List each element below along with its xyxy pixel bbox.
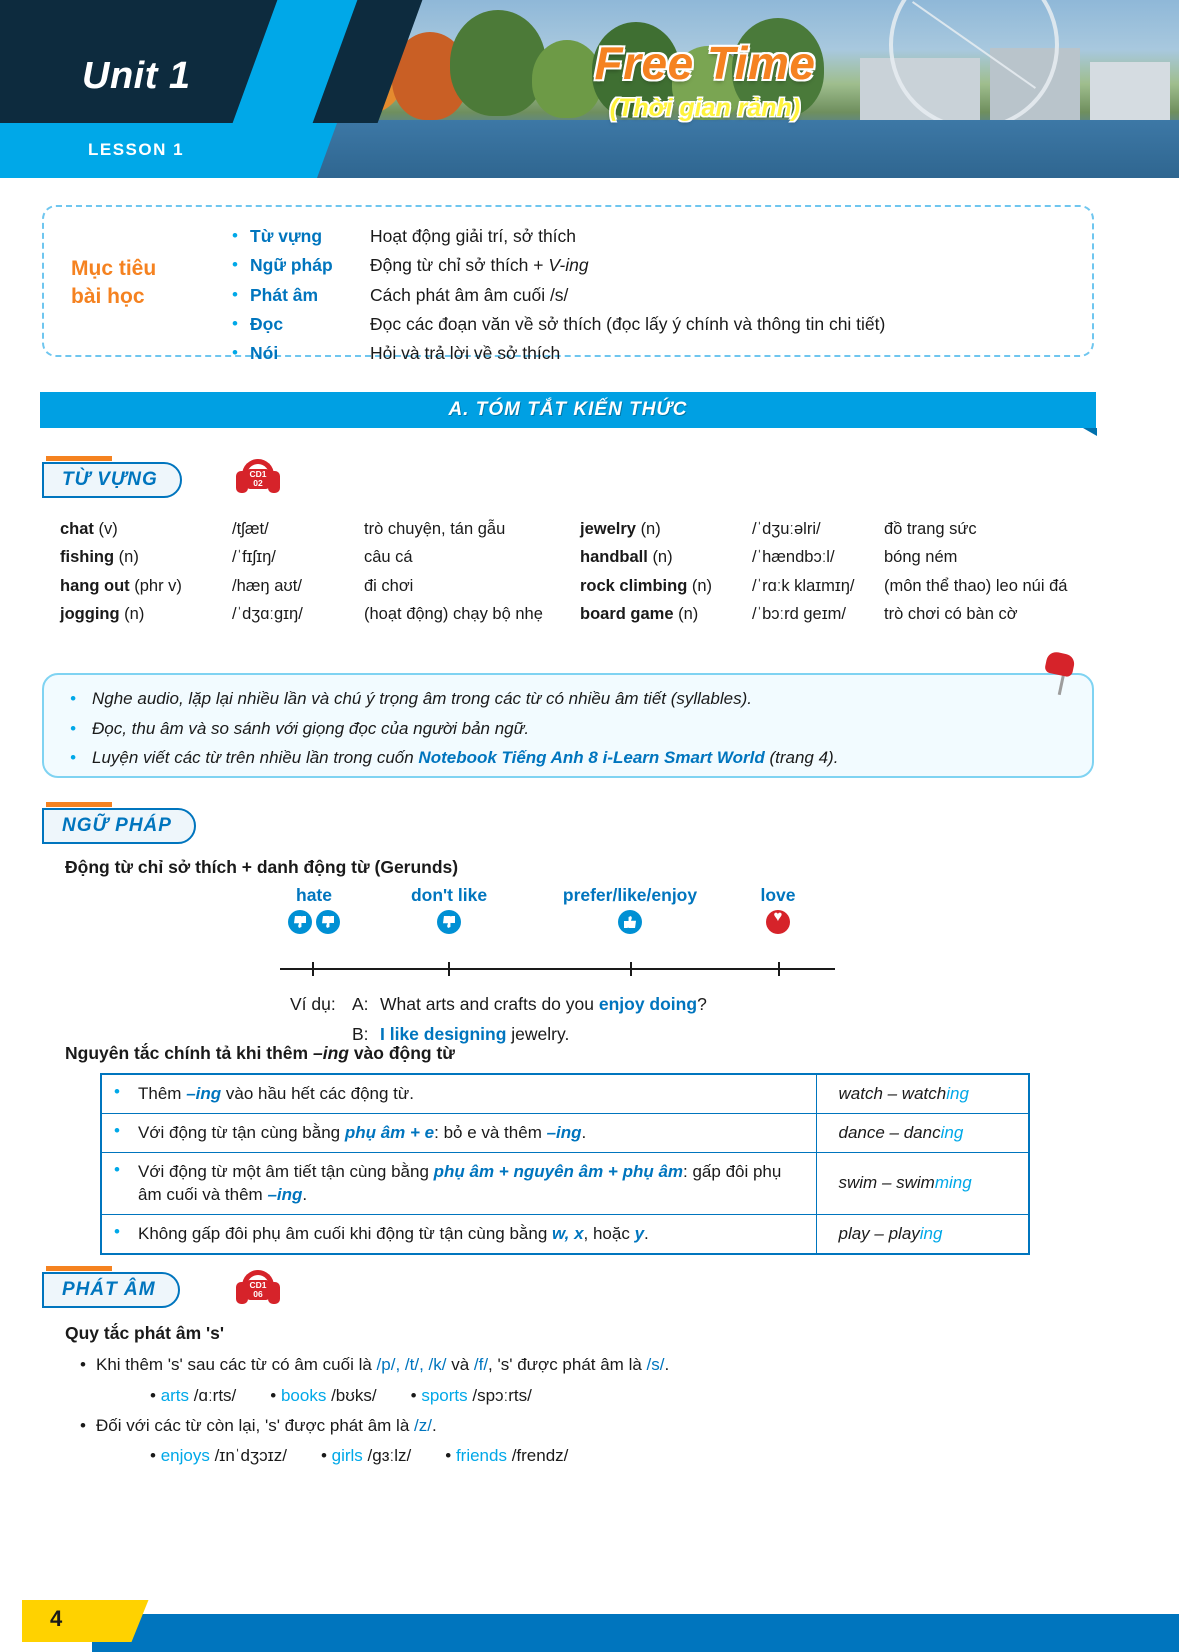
bullet-icon: •	[232, 284, 238, 304]
vocab-ipa: /ˈrɑːk klaɪmɪŋ/	[752, 576, 855, 595]
photo-tree	[450, 10, 546, 116]
scale-icons	[260, 910, 368, 934]
thumb-up-icon	[618, 910, 642, 934]
vocabulary-column-right	[580, 518, 1100, 631]
rule-cell	[101, 1215, 816, 1254]
scale-item-hate	[260, 885, 368, 934]
tips-box	[42, 673, 1094, 778]
vocabulary-row	[580, 575, 1100, 597]
bullet-icon: •	[232, 255, 238, 275]
vocab-meaning: (hoạt động) chạy bộ nhẹ	[364, 604, 543, 623]
rule-text: Với động từ tận cùng bằng phụ âm + e: bỏ e và thêm –ing.	[138, 1122, 587, 1142]
scale-icons	[730, 910, 826, 934]
vocab-word: rock climbing (n)	[580, 576, 713, 595]
example-line-a	[290, 990, 707, 1020]
table-row	[101, 1074, 1029, 1113]
unit-label: Unit 1	[82, 55, 191, 97]
photo-water	[300, 120, 1179, 178]
bullet-icon: •	[232, 313, 238, 333]
page-number-tab	[22, 1600, 122, 1642]
table-row	[101, 1215, 1029, 1254]
objective-value: Động từ chỉ sở thích + V-ing	[370, 255, 589, 276]
pronunciation-example: • girls /gɜːlz/	[320, 1446, 412, 1466]
bullet-icon: •	[232, 343, 238, 362]
thumb-down-icon	[437, 910, 461, 934]
vocab-meaning: câu cá	[364, 548, 413, 567]
audio-track-label: CD1 02	[247, 469, 269, 489]
page-title	[540, 36, 870, 123]
scale-tick	[448, 962, 450, 976]
lesson-label: LESSON 1	[88, 140, 185, 159]
bullet-icon: •	[232, 226, 238, 245]
objective-key: Đọc	[250, 313, 284, 334]
scale-tick	[312, 962, 314, 976]
tip-text: Nghe audio, lặp lại nhiều lần và chú ý trọng âm trong các từ có nhiều âm tiết (syllables).	[92, 689, 752, 708]
vocab-word: hang out (phr v)	[60, 576, 182, 595]
scale-item-prefer-like-enjoy	[532, 885, 728, 934]
tip-text: Đọc, thu âm và so sánh với giọng đọc của người bản ngữ.	[92, 718, 530, 738]
audio-icon[interactable]	[236, 1270, 280, 1310]
tip-item	[70, 745, 1066, 771]
objective-key: Từ vựng	[250, 226, 323, 246]
pronunciation-example: • arts /ɑːrts/	[150, 1385, 237, 1405]
scale-label: prefer/like/enjoy	[562, 885, 698, 905]
objective-item	[232, 252, 1078, 278]
pronunciation-rule-text: Đối với các từ còn lại, 's' được phát âm là /z/.	[96, 1415, 437, 1435]
vocab-meaning: trò chơi có bàn cờ	[884, 604, 1018, 623]
tab-pronunciation	[42, 1272, 180, 1308]
tab-vocabulary	[42, 462, 182, 498]
example-label: Ví dụ:	[290, 994, 336, 1014]
grammar-heading: Động từ chỉ sở thích + danh động từ (Gerunds)	[65, 857, 459, 877]
tips-list	[44, 675, 1092, 771]
vocabulary-row	[60, 603, 580, 625]
scale-tick	[630, 962, 632, 976]
pronunciation-rule	[80, 1350, 1080, 1380]
footer-bar	[92, 1614, 1179, 1652]
pronunciation-example: • enjoys /ɪnˈdʒɔɪz/	[150, 1446, 287, 1466]
example-text-a: What arts and crafts do you enjoy doing?	[380, 994, 707, 1014]
vocab-meaning: bóng ném	[884, 548, 958, 567]
vocab-meaning: đi chơi	[364, 576, 414, 595]
tab-grammar	[42, 808, 196, 844]
rule-cell	[101, 1152, 816, 1215]
vocab-word: jogging (n)	[60, 604, 145, 623]
vocab-meaning: (môn thể thao) leo núi đá	[884, 576, 1068, 595]
example-cell: play – playing	[816, 1215, 1029, 1254]
tip-emphasis: Notebook Tiếng Anh 8 i-Learn Smart World	[418, 748, 765, 767]
pronunciation-example: • sports /spɔːrts/	[410, 1385, 532, 1405]
thumb-down-icon	[288, 910, 312, 934]
scale-item-dontlike	[388, 885, 510, 934]
audio-track-label: CD1 06	[247, 1280, 269, 1300]
example-speaker-b: B:	[352, 1023, 369, 1044]
scale-icons	[388, 910, 510, 934]
vocabulary-row	[580, 546, 1100, 568]
rule-cell	[101, 1113, 816, 1152]
vocab-ipa: /ˈhændbɔːl/	[752, 548, 835, 567]
scale-label: don't like	[410, 885, 488, 905]
title-english: Free Time	[594, 37, 816, 89]
pronunciation-heading: Quy tắc phát âm 's'	[65, 1323, 225, 1343]
objectives-box	[42, 205, 1094, 363]
tab-vocabulary-label: TỪ VỰNG	[62, 469, 158, 490]
rule-text: Thêm –ing vào hầu hết các động từ.	[138, 1084, 414, 1103]
spelling-rules-table	[100, 1073, 1030, 1255]
bullet-icon: •	[70, 718, 76, 738]
example-cell: dance – dancing	[816, 1113, 1029, 1152]
vocabulary-row	[580, 518, 1100, 540]
preference-scale	[280, 885, 850, 980]
pronunciation-examples-2	[80, 1441, 1080, 1471]
tab-pronunciation-accent	[46, 1266, 112, 1271]
spelling-heading: Nguyên tắc chính tả khi thêm –ing vào động từ	[65, 1043, 455, 1063]
example-text-b: I like designing jewelry.	[380, 1023, 570, 1044]
vocab-ipa: /ˈbɔːrd geɪm/	[752, 604, 846, 623]
objective-item	[232, 282, 1078, 308]
objective-key: Phát âm	[250, 284, 319, 305]
bullet-icon: •	[70, 689, 76, 708]
tab-pronunciation-label: PHÁT ÂM	[62, 1279, 156, 1300]
table-row	[101, 1113, 1029, 1152]
scale-icons	[532, 910, 728, 934]
bullet-icon: •	[80, 1355, 86, 1374]
bullet-icon: •	[114, 1159, 120, 1179]
thumb-down-icon	[316, 910, 340, 934]
objectives-title: Mục tiêu bài học	[71, 257, 157, 309]
objective-value: Hoạt động giải trí, sở thích	[370, 226, 577, 246]
example-speaker-a: A:	[352, 994, 369, 1014]
photo-building	[1090, 62, 1170, 120]
example-cell: swim – swimming	[816, 1152, 1029, 1215]
scale-item-love	[730, 885, 826, 934]
section-banner	[40, 392, 1096, 428]
tip-text: Luyện viết các từ trên nhiều lần trong cuốn Notebook Tiếng Anh 8 i-Learn Smart World (trang 4).	[92, 748, 839, 767]
objective-value: Hỏi và trả lời về sở thích	[370, 343, 561, 363]
section-banner-label: A. TÓM TẮT KIẾN THỨC	[448, 399, 688, 420]
objective-item	[232, 311, 1078, 337]
scale-label: love	[760, 885, 796, 905]
scale-label: hate	[296, 885, 332, 905]
table-row	[101, 1152, 1029, 1215]
tip-item	[70, 716, 1066, 742]
vocab-ipa: /hæŋ aʊt/	[232, 576, 302, 595]
objective-value: Đọc các đoạn văn về sở thích (đọc lấy ý chính và thông tin chi tiết)	[370, 313, 886, 334]
objectives-list	[232, 223, 1078, 369]
bullet-icon: •	[80, 1415, 86, 1435]
example-cell: watch – watching	[816, 1074, 1029, 1113]
heart-icon	[766, 910, 790, 934]
vocab-ipa: /ˈdʒɑːgɪŋ/	[232, 604, 303, 623]
pronunciation-example: • books /bʊks/	[270, 1385, 377, 1405]
vocabulary-row	[60, 546, 580, 568]
audio-icon[interactable]	[236, 459, 280, 499]
scale-line	[280, 968, 835, 970]
rule-cell	[101, 1074, 816, 1113]
page-number: 4	[50, 1606, 63, 1631]
pronunciation-rule	[80, 1411, 1080, 1441]
tab-grammar-accent	[46, 802, 112, 807]
vocabulary-column-left	[60, 518, 580, 631]
pronunciation-body	[80, 1350, 1080, 1471]
vocab-ipa: /ˈfɪʃɪŋ/	[232, 548, 276, 567]
rule-text: Không gấp đôi phụ âm cuối khi động từ tận cùng bằng w, x, hoặc y.	[138, 1224, 649, 1244]
bullet-icon: •	[70, 748, 76, 767]
objective-item	[232, 340, 1078, 366]
vocab-word: jewelry (n)	[580, 520, 661, 538]
pronunciation-example: • friends /frendz/	[445, 1446, 569, 1466]
pronunciation-rule-text: Khi thêm 's' sau các từ có âm cuối là /p/, /t/, /k/ và /f/, 's' được phát âm là /s/.	[96, 1355, 670, 1374]
vocabulary-row	[60, 575, 580, 597]
vocab-word: fishing (n)	[60, 548, 139, 567]
vocab-meaning: đồ trang sức	[884, 520, 977, 538]
vocab-word: chat (v)	[60, 520, 118, 538]
objective-value: Cách phát âm âm cuối /s/	[370, 284, 569, 305]
page-footer	[0, 1600, 1179, 1652]
scale-tick	[778, 962, 780, 976]
objective-key: Ngữ pháp	[250, 255, 333, 276]
title-vietnamese: (Thời gian rảnh)	[609, 94, 801, 122]
objective-key: Nói	[250, 343, 279, 363]
vocab-meaning: trò chuyện, tán gẫu	[364, 520, 506, 538]
page-header	[0, 0, 1179, 178]
tip-item	[70, 686, 1066, 712]
tab-vocabulary-accent	[46, 456, 112, 461]
vocab-ipa: /tʃæt/	[232, 520, 269, 538]
objective-item	[232, 223, 1078, 249]
vocabulary-table	[60, 518, 1100, 631]
vocab-ipa: /ˈdʒuːəlri/	[752, 520, 821, 538]
rule-text: Với động từ một âm tiết tận cùng bằng phụ âm + nguyên âm + phụ âm: gấp đôi phụ âm cuối và thêm –ing.	[138, 1161, 782, 1205]
vocab-word: handball (n)	[580, 548, 673, 567]
grammar-example	[290, 990, 707, 1050]
pronunciation-examples-1	[80, 1381, 1080, 1411]
tab-grammar-label: NGỮ PHÁP	[62, 815, 172, 836]
bullet-icon: •	[114, 1120, 120, 1140]
pushpin-icon	[1040, 653, 1080, 697]
bullet-icon: •	[114, 1222, 120, 1242]
bullet-icon: •	[114, 1082, 120, 1101]
vocab-word: board game (n)	[580, 604, 699, 623]
vocabulary-row	[60, 518, 580, 540]
vocabulary-row	[580, 603, 1100, 625]
